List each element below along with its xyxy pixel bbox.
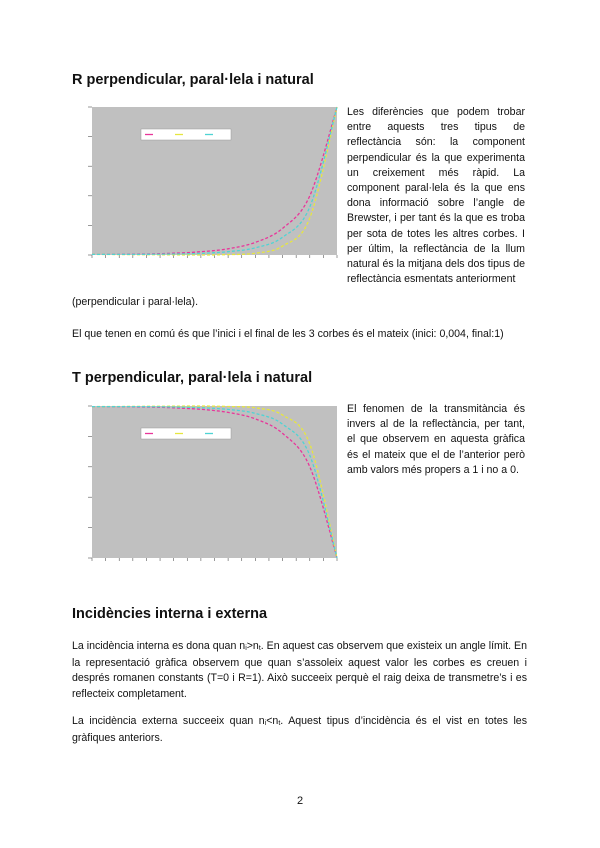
section-heading-reflectance: R perpendicular, paral·lela i natural	[72, 72, 314, 88]
transmittance-side-text: El fenomen de la transmitància és invers al de la reflectància, per tant, el que observem en aquesta gràfica és el mateix que el de l’anterior però amb valors més propers a 1 i no a 0.	[347, 403, 525, 476]
reflectance-chart	[72, 101, 342, 271]
legend-box	[141, 129, 231, 140]
internal-incidence-paragraph: La incidència interna es dona quan $n_i>n_t$. En aquest cas observem que existeix un angle límit. En la representació gràfica observem que quan s’assoleix aquest valor les corbes es creuen i després romanen constants (T=0 i R=1). Això succeeix perquè el raig deixa de transmetre’s i es reflecteix completament.	[72, 640, 527, 700]
reflectance-continuation: (perpendicular i paral·lela).	[72, 296, 199, 308]
section-heading-transmittance: T perpendicular, paral·lela i natural	[72, 370, 313, 386]
transmittance-chart	[72, 400, 342, 572]
section-heading-incidence: Incidències interna i externa	[72, 606, 268, 622]
reflectance-side-text: Les diferències que podem trobar entre aquests tres tipus de reflectància són: la component perpendicular és la que experimenta un creixement més ràpid. La component paral·lela és la que ens dona informació sobre l’angle de Brewster, i per tant és la que es troba per sota de totes les altres corbes. I per últim, la reflectància de la llum natural és la mitjana dels dos tipus de reflectància esmentats anteriorment	[347, 106, 525, 286]
external-incidence-paragraph: La incidència externa succeeix quan $n_i<n_t$. Aquest tipus d’incidència és el vist en totes les gràfiques anteriors.	[72, 715, 527, 745]
legend-box	[141, 428, 231, 439]
reflectance-note: El que tenen en comú és que l’inici i el final de les 3 corbes és el mateix (inici: 0,004, final:1)	[72, 328, 504, 340]
page-number: 2	[296, 795, 304, 807]
